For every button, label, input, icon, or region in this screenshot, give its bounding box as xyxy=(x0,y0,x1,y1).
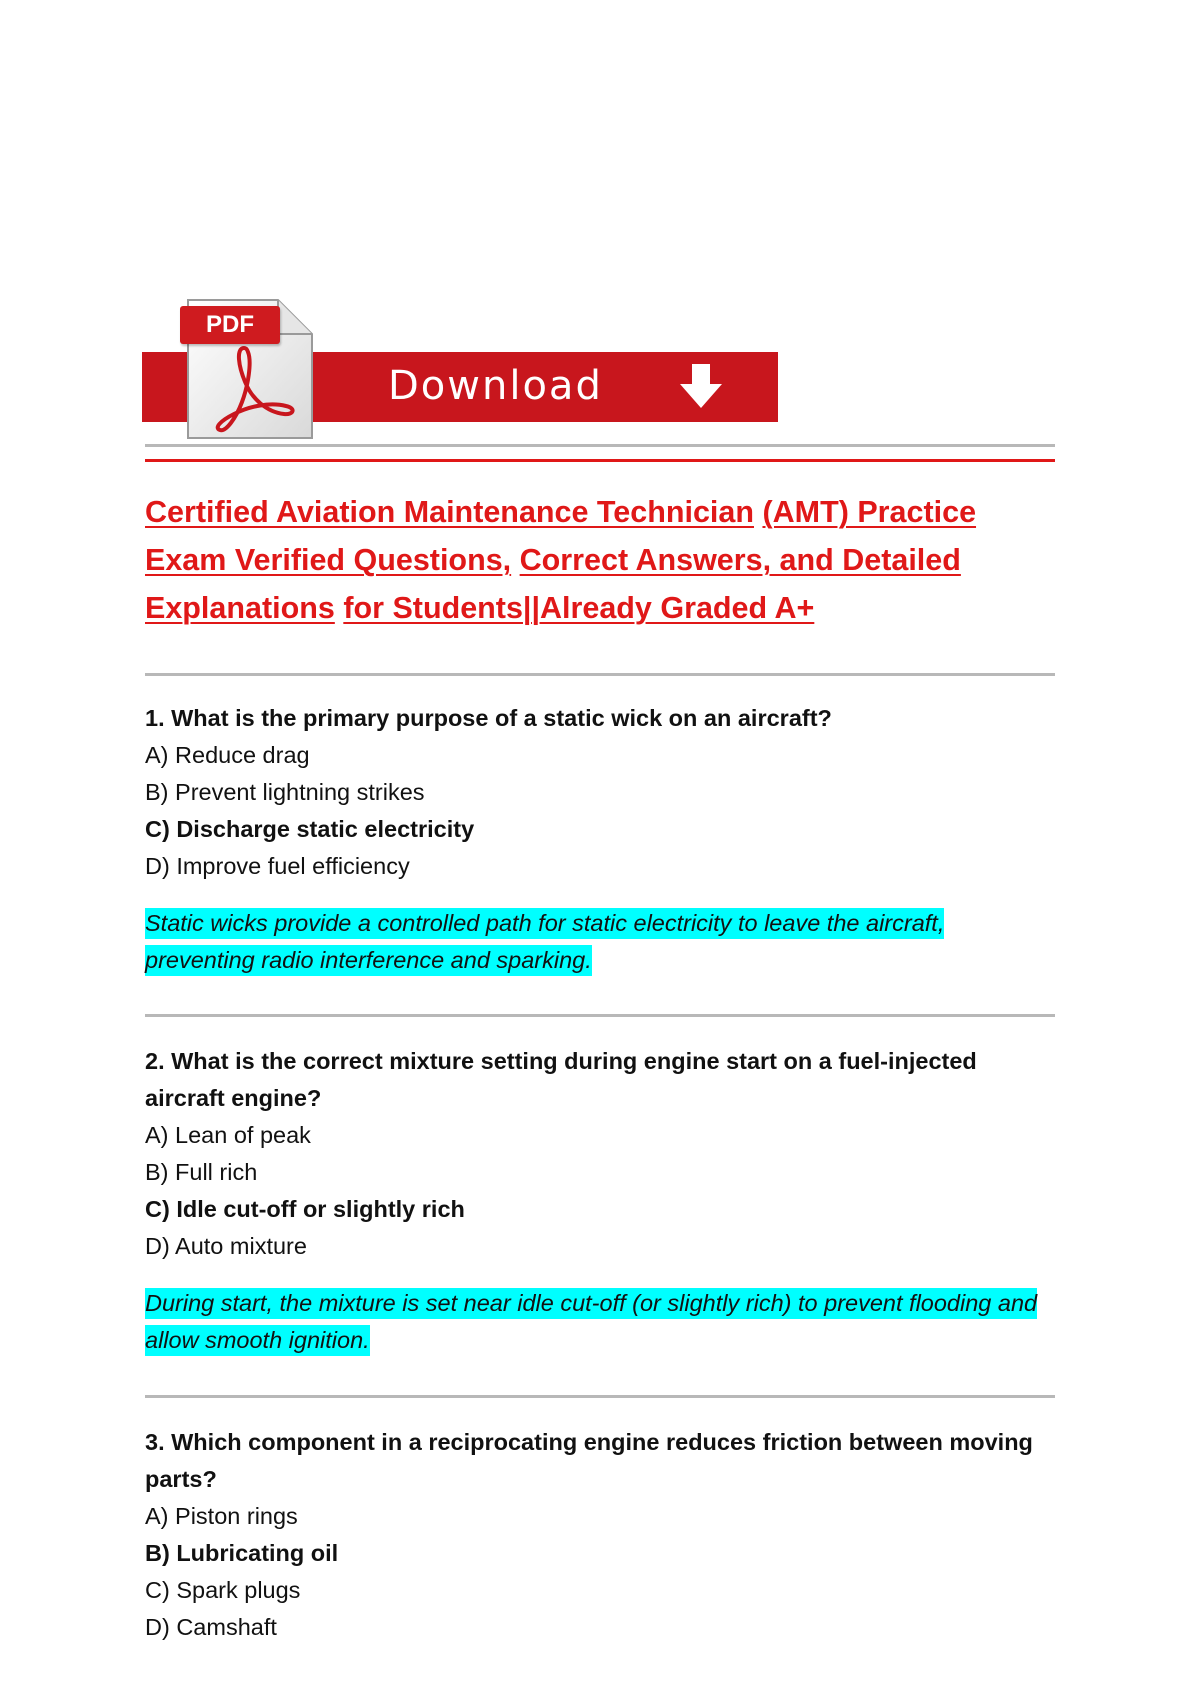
answer-explanation xyxy=(145,905,1055,979)
answer-option: D) Improve fuel efficiency xyxy=(145,853,410,879)
answer-option: A) Reduce drag xyxy=(145,742,310,768)
title-link[interactable]: Explanations xyxy=(145,591,335,625)
divider-red xyxy=(145,459,1055,462)
question-1 xyxy=(145,700,1055,979)
answer-option: D) Camshaft xyxy=(145,1614,277,1640)
divider xyxy=(145,444,1055,447)
answer-explanation xyxy=(145,1285,1055,1359)
answer-option: B) Prevent lightning strikes xyxy=(145,779,425,805)
title-link[interactable]: Correct Answers, and Detailed xyxy=(519,543,961,577)
answer-option: A) Lean of peak xyxy=(145,1122,311,1148)
pdf-tag-label: PDF xyxy=(206,311,254,338)
explanation-text: During start, the mixture is set near idle cut-off (or slightly rich) to prevent flooding and allow smooth ignition. xyxy=(145,1288,1037,1356)
answer-option: B) Full rich xyxy=(145,1159,258,1185)
explanation-text: Static wicks provide a controlled path for static electricity to leave the aircraft, preventing radio interference and sparking. xyxy=(145,908,944,976)
correct-answer-option: B) Lubricating oil xyxy=(145,1540,339,1566)
answer-option: A) Piston rings xyxy=(145,1503,298,1529)
divider xyxy=(145,673,1055,676)
correct-answer-option: C) Discharge static electricity xyxy=(145,816,475,842)
question-2 xyxy=(145,1043,1055,1359)
answer-option: D) Auto mixture xyxy=(145,1233,307,1259)
title-link[interactable]: Certified Aviation Maintenance Technician xyxy=(145,495,754,529)
question-text: 2. What is the correct mixture setting during engine start on a fuel-injected aircraft engine? xyxy=(145,1048,977,1111)
download-arrow-icon xyxy=(677,362,725,412)
pdf-file-icon xyxy=(180,296,320,442)
download-label: Download xyxy=(388,363,603,409)
divider xyxy=(145,1395,1055,1398)
divider xyxy=(145,1014,1055,1017)
question-3 xyxy=(145,1424,1055,1646)
question-text: 1. What is the primary purpose of a static wick on an aircraft? xyxy=(145,705,832,731)
title-link[interactable]: (AMT) Practice xyxy=(762,495,977,529)
pdf-download-banner[interactable] xyxy=(142,296,782,446)
pdf-tag xyxy=(180,306,280,344)
title-link[interactable]: for Students||Already Graded A+ xyxy=(343,591,815,625)
question-text: 3. Which component in a reciprocating engine reduces friction between moving parts? xyxy=(145,1429,1033,1492)
title-link[interactable]: Exam Verified Questions, xyxy=(145,543,512,577)
correct-answer-option: C) Idle cut-off or slightly rich xyxy=(145,1196,465,1222)
answer-option: C) Spark plugs xyxy=(145,1577,301,1603)
document-title xyxy=(145,488,1065,632)
